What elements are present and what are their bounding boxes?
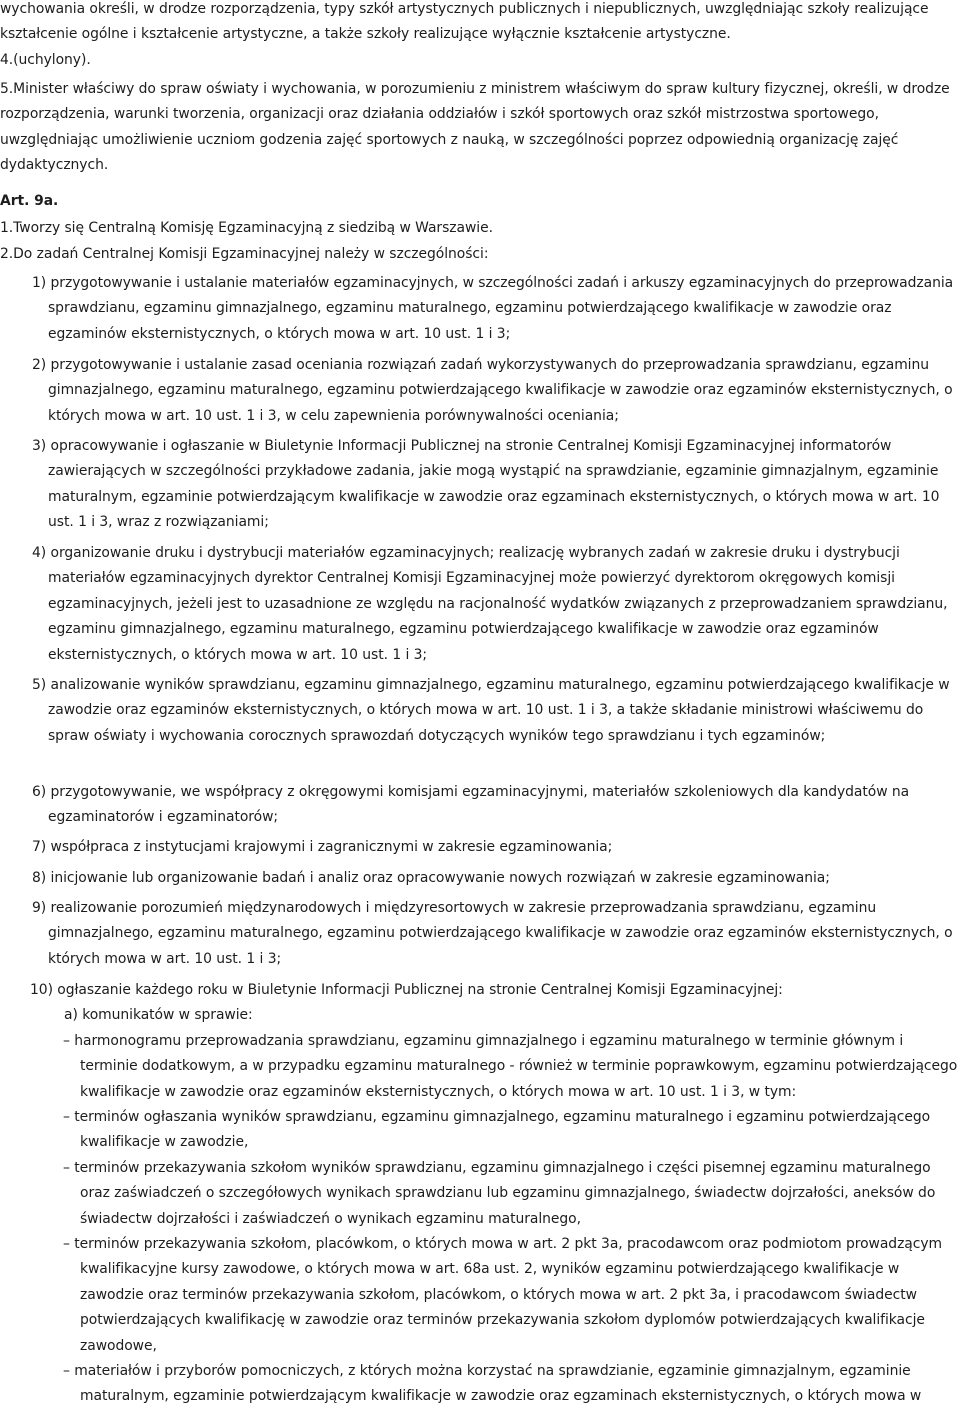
list-item-7: 7) współpraca z instytucjami krajowymi i zagranicznymi w zakresie egzaminowania; bbox=[32, 839, 613, 855]
dash-item-1: – harmonogramu przeprowadzania sprawdzianu, egzaminu gimnazjalnego i egzaminu maturalnego w terminie głównym i terminie dodatkowym, a w przypadku egzaminu maturalnego - również w terminie poprawkowym, egzaminu potwierdzającego kwalifikacje w zawodzie oraz egzaminów eksternistycznych, o których mowa w art. 10 ust. 1 i 3, w tym: bbox=[63, 1033, 958, 1100]
list-item-8: 8) inicjowanie lub organizowanie badań i analiz oraz opracowywanie nowych rozwiązań w zakresie egzaminowania; bbox=[32, 870, 830, 886]
article-paragraph-1: 1.Tworzy się Centralną Komisję Egzaminacyjną z siedzibą w Warszawie. bbox=[0, 220, 493, 236]
list-item-2: 2) przygotowywanie i ustalanie zasad oceniania rozwiązań zadań wykorzystywanych do przeprowadzania sprawdzianu, egzaminu gimnazjalnego, egzaminu maturalnego, egzaminu potwierdzającego kwalifikacje w zawodzie oraz egzaminów eksternistycznych, o których mowa w art. 10 ust. 1 i 3, w celu zapewnienia porównywalności oceniania; bbox=[32, 357, 953, 424]
list-item-10a: a) komunikatów w sprawie: bbox=[64, 1007, 253, 1023]
dash-item-4: – terminów przekazywania szkołom, placówkom, o których mowa w art. 2 pkt 3a, pracodawcom oraz podmiotom prowadzącym kwalifikacyjne kursy zawodowe, o których mowa w art. 68a ust. 2, wyników egzaminu potwierdzającego kwalifikacje w zawodzie oraz terminów przekazywania szkołom, placówkom, o których mowa w art. 2 pkt 3a, i pracodawcom świadectw potwierdzających kwalifikację w zawodzie oraz terminów przekazywania szkołom dyplomów potwierdzających kwalifikacje zawodowe, bbox=[63, 1236, 943, 1354]
article-paragraph-2: 2.Do zadań Centralnej Komisji Egzaminacyjnej należy w szczególności: bbox=[0, 246, 489, 262]
dash-item-5: – materiałów i przyborów pomocniczych, z których można korzystać na sprawdzianie, egzaminie gimnazjalnym, egzaminie maturalnym, egzaminie potwierdzającym kwalifikacje w zawodzie oraz egzaminach eksternistycznych, o których mowa w bbox=[63, 1363, 922, 1405]
document-body bbox=[0, 0, 960, 73]
list-item-3: 3) opracowywanie i ogłaszanie w Biuletynie Informacji Publicznej na stronie Centralnej Komisji Egzaminacyjnej informatorów zawierających w szczególności przykładowe zadania, jakie mogą wystąpić na sprawdzianie, egzaminie gimnazjalnym, egzaminie maturalnym, egzaminie potwierdzającym kwalifikacje w zawodzie oraz egzaminach eksternistycznych, o których mowa w art. 10 ust. 1 i 3, wraz z rozwiązaniami; bbox=[32, 438, 940, 531]
list-item-10: 10) ogłaszanie każdego roku w Biuletynie Informacji Publicznej na stronie Centralnej Komisji Egzaminacyjnej: bbox=[30, 982, 783, 998]
paragraph-5: 5.Minister właściwy do spraw oświaty i wychowania, w porozumieniu z ministrem właściwym do spraw kultury fizycznej, określi, w drodze rozporządzenia, warunki tworzenia, organizacji oraz działania oddziałów i szkół sportowych oraz szkół mistrzostwa sportowego, uwzględniając umożliwienie uczniom godzenia zajęć sportowych z nauką, w szczególności poprzez odpowiednią organizację zajęć dydaktycznych. bbox=[0, 81, 950, 174]
paragraph-intro: wychowania określi, w drodze rozporządzenia, typy szkół artystycznych publicznych i niepublicznych, uwzględniając szkoły realizujące kształcenie ogólne i kształcenie artystyczne, a także szkoły realizujące wyłącznie kształcenie artystyczne. bbox=[0, 1, 929, 43]
list-item-4: 4) organizowanie druku i dystrybucji materiałów egzaminacyjnych; realizację wybranych zadań w zakresie druku i dystrybucji materiałów egzaminacyjnych dyrektor Centralnej Komisji Egzaminacyjnej może powierzyć dyrektorom okręgowych komisji egzaminacyjnych, jeżeli jest to uzasadnione ze względu na racjonalność wydatków związanych z przeprowadzaniem sprawdzianu, egzaminu gimnazjalnego, egzaminu maturalnego, egzaminu potwierdzającego kwalifikacje w zawodzie oraz egzaminów eksternistycznych, o których mowa w art. 10 ust. 1 i 3; bbox=[32, 545, 948, 663]
list-item-1: 1) przygotowywanie i ustalanie materiałów egzaminacyjnych, w szczególności zadań i arkuszy egzaminacyjnych do przeprowadzania sprawdzianu, egzaminu gimnazjalnego, egzaminu maturalnego, egzaminu potwierdzającego kwalifikacje w zawodzie oraz egzaminów eksternistycznych, o których mowa w art. 10 ust. 1 i 3; bbox=[32, 275, 954, 342]
list-item-6: 6) przygotowywanie, we współpracy z okręgowymi komisjami egzaminacyjnymi, materiałów szkoleniowych dla kandydatów na egzaminatorów i egzaminatorów; bbox=[32, 784, 910, 826]
dash-item-2: – terminów ogłaszania wyników sprawdzianu, egzaminu gimnazjalnego, egzaminu maturalnego i egzaminu potwierdzającego kwalifikacje w zawodzie, bbox=[63, 1109, 931, 1151]
list-item-5: 5) analizowanie wyników sprawdzianu, egzaminu gimnazjalnego, egzaminu maturalnego, egzaminu potwierdzającego kwalifikacje w zawodzie oraz egzaminów eksternistycznych, o których mowa w art. 10 ust. 1 i 3, a także składanie ministrowi właściwemu do spraw oświaty i wychowania corocznych sprawozdań dotyczących wyników tego sprawdzianu i tych egzaminów; bbox=[32, 677, 950, 744]
paragraph-4: 4.(uchylony). bbox=[0, 51, 91, 68]
article-heading: Art. 9a. bbox=[0, 193, 59, 209]
list-item-9: 9) realizowanie porozumień międzynarodowych i międzyresortowych w zakresie przeprowadzania sprawdzianu, egzaminu gimnazjalnego, egzaminu maturalnego, egzaminu potwierdzającego kwalifikacje w zawodzie oraz egzaminów eksternistycznych, o których mowa w art. 10 ust. 1 i 3; bbox=[32, 900, 953, 967]
dash-item-3: – terminów przekazywania szkołom wyników sprawdzianu, egzaminu gimnazjalnego i części pisemnej egzaminu maturalnego oraz zaświadczeń o szczegółowych wynikach sprawdzianu lub egzaminu gimnazjalnego, świadectw dojrzałości, aneksów do świadectw dojrzałości i zaświadczeń o wynikach egzaminu maturalnego, bbox=[63, 1160, 936, 1227]
